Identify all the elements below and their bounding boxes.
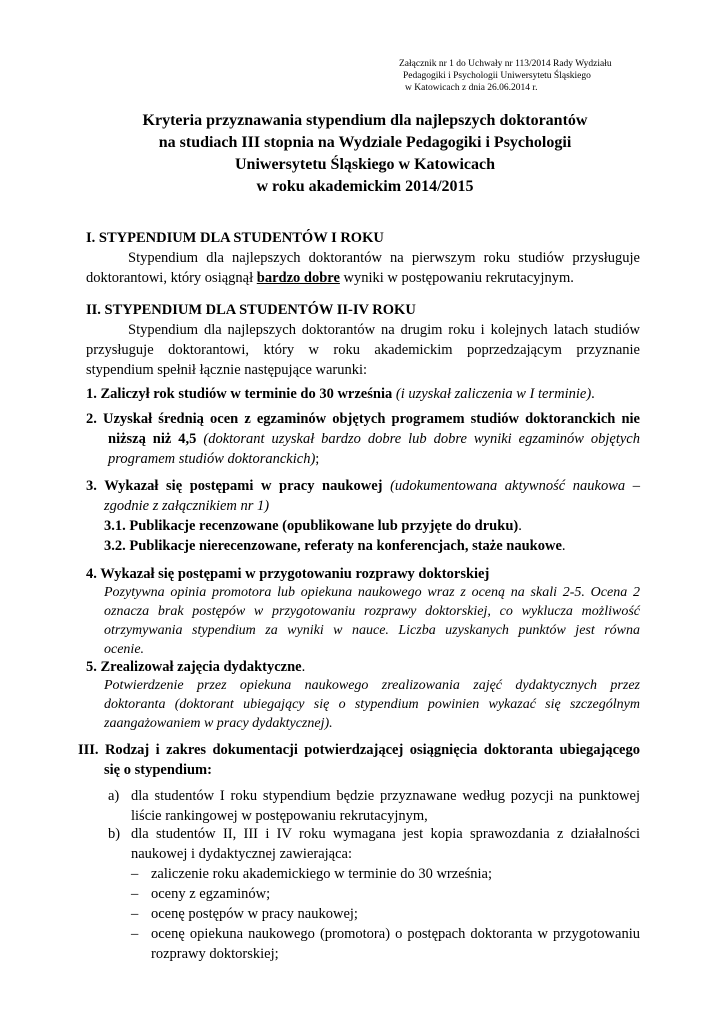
- list-item-a: [131, 786, 640, 826]
- section-1-paragraph: [86, 248, 640, 288]
- subcondition-text: 3.2. Publikacje nierecenzowane, referaty na konferencjach, staże naukowe: [104, 538, 562, 554]
- paragraph-line: Stypendium dla najlepszych doktorantów na drugim roku i kolejnych latach studiów: [128, 322, 640, 338]
- condition-2-title: 2. Uzyskał średnią ocen z egzaminów objętych programem studiów doktoranckich nie: [86, 411, 640, 427]
- dash-bullet: –: [131, 906, 139, 922]
- text-span: .: [518, 518, 522, 534]
- condition-1-note: (i uzyskał zaliczenia w I terminie): [392, 386, 592, 402]
- list-item: [131, 904, 640, 924]
- condition-1: [86, 384, 595, 404]
- list-item: [131, 864, 640, 884]
- paragraph-line: Pozytywna opinia promotora lub opiekuna naukowego wraz z oceną na skali 2-5. Ocena 2: [104, 585, 640, 600]
- annex-line: Załącznik nr 1 do Uchwały nr 113/2014 Rady Wydziału: [399, 59, 612, 69]
- text-span: .: [591, 386, 595, 402]
- subcondition-text: 3.1. Publikacje recenzowane (opublikowane lub przyjęte do druku): [104, 518, 519, 534]
- list-marker-a: a): [108, 788, 120, 804]
- annex-line: w Katowicach z dnia 26.06.2014 r.: [405, 83, 538, 93]
- paragraph-line: Potwierdzenie przez opiekuna naukowego zrealizowania zajęć dydaktycznych przez: [104, 678, 640, 693]
- section-2-heading: II. STYPENDIUM DLA STUDENTÓW II-IV ROKU: [86, 302, 416, 318]
- annex-line: Pedagogiki i Psychologii Uniwersytetu Śląskiego: [403, 71, 591, 81]
- paragraph-line: ocenę opiekuna naukowego (promotora) o postępach doktoranta w przygotowaniu: [151, 926, 640, 942]
- condition-4-title: 4. Wykazał się postępami w przygotowaniu rozprawy doktorskiej: [86, 566, 490, 582]
- annex-note: [399, 58, 709, 94]
- paragraph-line: zaangażowaniem w pracy dydaktycznej).: [104, 716, 333, 731]
- condition-4-description: [104, 583, 640, 659]
- paragraph-line: liście rankingowej w postępowaniu rekrutacyjnym,: [131, 808, 428, 824]
- condition-3-title: 3. Wykazał się postępami w pracy naukowej: [86, 478, 383, 494]
- condition-3: [86, 476, 640, 556]
- paragraph-line: zgodnie z załącznikiem nr 1): [104, 498, 270, 514]
- condition-3-note: (udokumentowana aktywność naukowa –: [382, 478, 640, 494]
- section-3-heading: [78, 740, 640, 780]
- dash-list: [131, 864, 640, 964]
- condition-5-description: [104, 676, 640, 733]
- paragraph-line: oznacza brak postępów w przygotowaniu rozprawy doktorskiej, co wyklucza możliwość: [104, 604, 640, 619]
- paragraph-line: stypendium spełnił łącznie następujące warunki:: [86, 362, 368, 378]
- title-line: w roku akademickim 2014/2015: [256, 178, 474, 195]
- list-item-text: [151, 924, 640, 964]
- list-item-text: ocenę postępów w pracy naukowej;: [151, 906, 358, 922]
- condition-2-note: (doktorant uzyskał bardzo dobre lub dobre wyniki egzaminów objętych: [196, 431, 640, 447]
- paragraph-line: otrzymywania stypendium za wyniki w nauce. Liczba uzyskanych punktów jest równa: [104, 623, 640, 638]
- list-item-text: zaliczenie roku akademickiego w terminie do 30 września;: [151, 866, 493, 882]
- list-item: [131, 924, 640, 964]
- list-item-b: [131, 824, 640, 864]
- title-line: Uniwersytetu Śląskiego w Katowicach: [235, 156, 495, 173]
- list-marker-b: b): [108, 826, 121, 842]
- section-2-paragraph: [86, 320, 640, 380]
- emphasis-bardzo-dobre: bardzo dobre: [256, 270, 340, 286]
- paragraph-line: dla studentów II, III i IV roku wymagana jest kopia sprawozdania z działalności: [131, 826, 640, 842]
- dash-bullet: –: [131, 866, 139, 882]
- list-item-text: oceny z egzaminów;: [151, 886, 271, 902]
- paragraph-line: [86, 429, 640, 449]
- text-span: .: [301, 659, 306, 675]
- condition-2: [86, 409, 640, 469]
- condition-1-title: 1. Zaliczył rok studiów w terminie do 30 września: [86, 386, 393, 402]
- section-1-heading: I. STYPENDIUM DLA STUDENTÓW I ROKU: [86, 230, 384, 246]
- paragraph-line: [86, 268, 640, 288]
- heading-line: III. Rodzaj i zakres dokumentacji potwierdzającej osiągnięcia doktoranta ubiegającego: [78, 742, 640, 758]
- text-span: .: [561, 538, 566, 554]
- paragraph-line: rozprawy doktorskiej;: [151, 946, 279, 962]
- dash-bullet: –: [131, 886, 139, 902]
- paragraph-line: [86, 449, 640, 469]
- condition-5: [86, 657, 305, 677]
- subcondition-3-1: [86, 516, 640, 536]
- paragraph-line: przysługuje doktorantowi, który w roku akademickim poprzedzającym przyznanie: [86, 342, 640, 358]
- dash-bullet: –: [131, 926, 139, 942]
- text-span: ;: [315, 451, 320, 467]
- paragraph-line: doktoranta (doktorant ubiegający się o stypendium powinien wykazać się szczególnym: [104, 697, 640, 712]
- paragraph-line: [86, 476, 640, 496]
- condition-5-title: 5. Zrealizował zajęcia dydaktyczne: [86, 659, 302, 675]
- average-threshold: niższą niż 4,5: [108, 431, 197, 447]
- heading-line: się o stypendium:: [104, 762, 212, 778]
- paragraph-line: ocenie.: [104, 642, 145, 657]
- text-span: doktorantowi, który osiągnął: [86, 270, 257, 286]
- paragraph-line: naukowej i dydaktycznej zawierająca:: [131, 846, 353, 862]
- document-title: [40, 110, 690, 198]
- text-span: wyniki w postępowaniu rekrutacyjnym.: [339, 270, 574, 286]
- paragraph-line: Stypendium dla najlepszych doktorantów na pierwszym roku studiów przysługuje: [128, 250, 640, 266]
- subcondition-3-2: [86, 536, 640, 556]
- title-line: Kryteria przyznawania stypendium dla najlepszych doktorantów: [142, 112, 588, 129]
- condition-2-note: programem studiów doktoranckich): [108, 451, 316, 467]
- paragraph-line: dla studentów I roku stypendium będzie przyznawane według pozycji na punktowej: [131, 788, 640, 804]
- list-item: [131, 884, 640, 904]
- title-line: na studiach III stopnia na Wydziale Pedagogiki i Psychologii: [158, 134, 572, 151]
